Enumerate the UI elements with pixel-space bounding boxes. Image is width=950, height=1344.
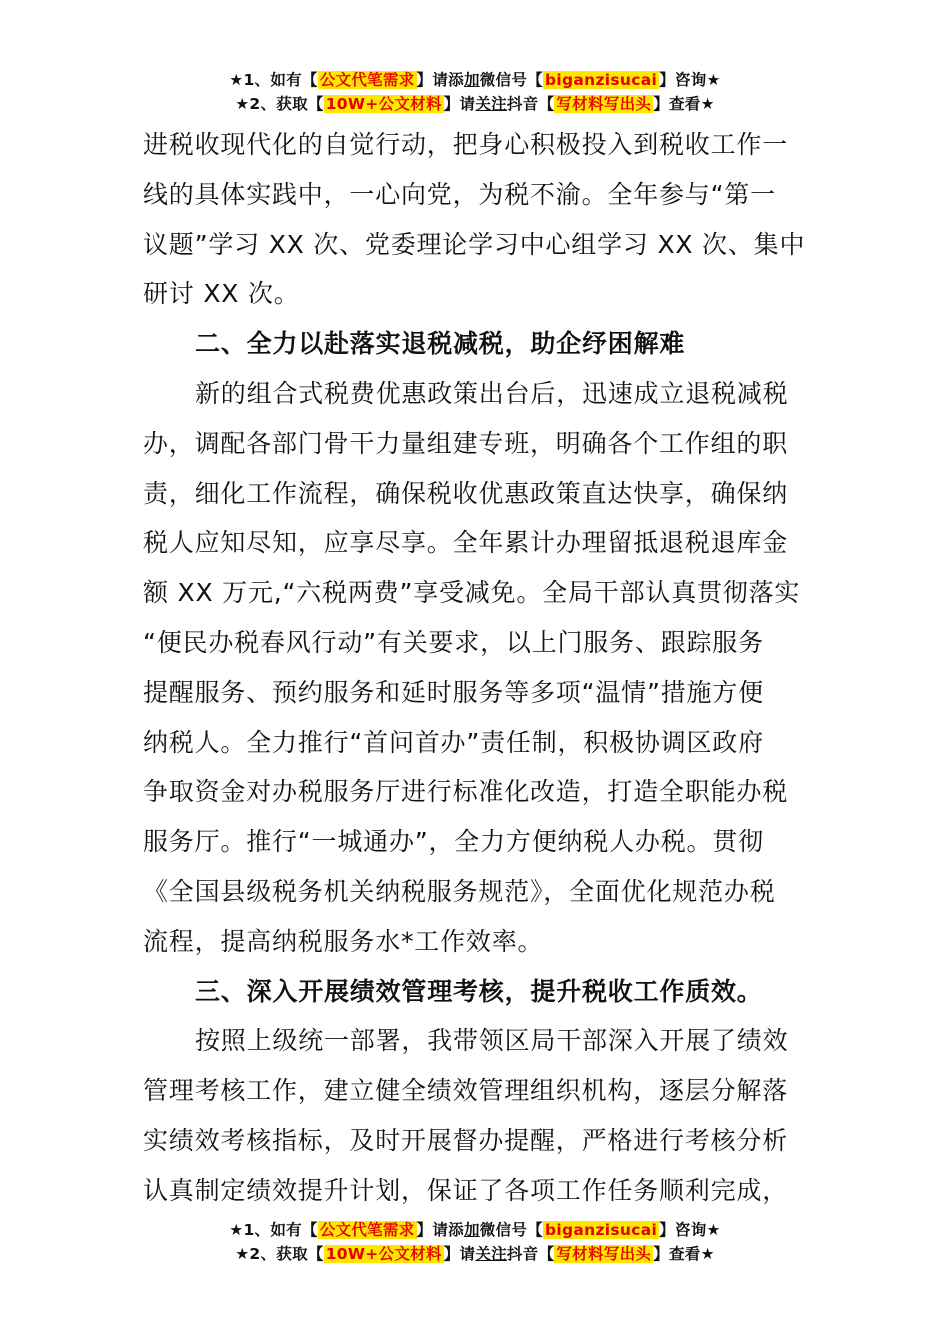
underlined-text: 关注: [475, 1245, 507, 1263]
header-promo-banner: [0, 68, 950, 116]
underlined-text: 加: [463, 1221, 480, 1239]
document-body: [143, 120, 807, 1216]
promo-text: 】查看★: [653, 95, 715, 113]
highlight-label: 10W+公文材料: [325, 95, 442, 113]
section-heading: 二、全力以赴落实退税减税，助企纾困解难: [195, 329, 686, 359]
wechat-id-highlight: biganzisucai: [544, 71, 658, 89]
body-line: 税人应知尽知，应享尽享。全年累计办理留抵退税退库金: [143, 528, 789, 558]
body-line: 办，调配各部门骨干力量组建专班，明确各个工作组的职: [143, 428, 789, 458]
promo-text: 】咨询★: [659, 71, 721, 89]
body-line: 纳税人。全力推行“首问首办”责任制，积极协调区政府: [143, 727, 764, 757]
promo-text: 微信号【: [479, 71, 543, 89]
underlined-text: 关注: [475, 95, 507, 113]
highlight-label: 公文代笔需求: [319, 1221, 415, 1239]
promo-text: 抖音【: [506, 1245, 555, 1263]
douyin-account-highlight: 写材料写出头: [556, 95, 652, 113]
body-line: 管理考核工作，建立健全绩效管理组织机构，逐层分解落: [143, 1076, 789, 1106]
section-heading: 三、深入开展绩效管理考核，提升税收工作质效。: [195, 976, 763, 1006]
body-line: 提醒服务、预约服务和延时服务等多项“温情”措施方便: [143, 677, 764, 707]
body-line: 按照上级统一部署，我带领区局干部深入开展了绩效: [195, 1026, 789, 1056]
body-line: 线的具体实践中，一心向党，为税不渝。全年参与“第一: [143, 179, 776, 209]
promo-text: 】请添: [416, 1221, 464, 1239]
promo-text: 】请添: [416, 71, 464, 89]
body-line: 《全国县级税务机关纳税服务规范》，全面优化规范办税: [143, 876, 776, 906]
promo-line-2: [0, 92, 950, 116]
wechat-id-highlight: biganzisucai: [544, 1221, 658, 1239]
body-line: 议题”学习 XX 次、党委理论学习中心组学习 XX 次、集中: [143, 229, 806, 259]
promo-text: 微信号【: [479, 1221, 543, 1239]
body-line: 实绩效考核指标，及时开展督办提醒，严格进行考核分析: [143, 1125, 789, 1155]
body-line: 责，细化工作流程，确保税收优惠政策直达快享，确保纳: [143, 478, 789, 508]
body-line: 进税收现代化的自觉行动，把身心积极投入到税收工作一: [143, 130, 789, 159]
body-line: 研讨 XX 次。: [143, 279, 300, 309]
promo-text: 抖音【: [506, 95, 555, 113]
highlight-label: 10W+公文材料: [325, 1245, 442, 1263]
promo-text: 】查看★: [653, 1245, 715, 1263]
body-line: 流程，提高纳税服务水*工作效率。: [143, 926, 544, 956]
body-line: 争取资金对办税服务厅进行标准化改造，打造全职能办税: [143, 777, 789, 807]
body-line: 新的组合式税费优惠政策出台后，迅速成立退税减税: [195, 378, 789, 408]
promo-line-2: [0, 1242, 950, 1266]
promo-text: ★1、如有【: [229, 71, 318, 89]
promo-text: ★2、获取【: [235, 1245, 324, 1263]
body-line: “便民办税春风行动”有关要求，以上门服务、跟踪服务: [143, 627, 764, 657]
underlined-text: 加: [463, 71, 480, 89]
promo-text: ★2、获取【: [235, 95, 324, 113]
douyin-account-highlight: 写材料写出头: [556, 1245, 652, 1263]
footer-promo-banner: [0, 1218, 950, 1266]
promo-text: 】请: [443, 1245, 476, 1263]
promo-text: 】咨询★: [659, 1221, 721, 1239]
highlight-label: 公文代笔需求: [319, 71, 415, 89]
body-line: 额 XX 万元,“六税两费”享受减免。全局干部认真贯彻落实: [143, 578, 801, 608]
promo-line-1: [0, 68, 950, 92]
promo-text: ★1、如有【: [229, 1221, 318, 1239]
body-line: 服务厅。推行“一城通办”，全力方便纳税人办税。贯彻: [143, 827, 764, 857]
body-line: 认真制定绩效提升计划，保证了各项工作任务顺利完成，: [143, 1175, 789, 1205]
promo-line-1: [0, 1218, 950, 1242]
promo-text: 】请: [443, 95, 476, 113]
